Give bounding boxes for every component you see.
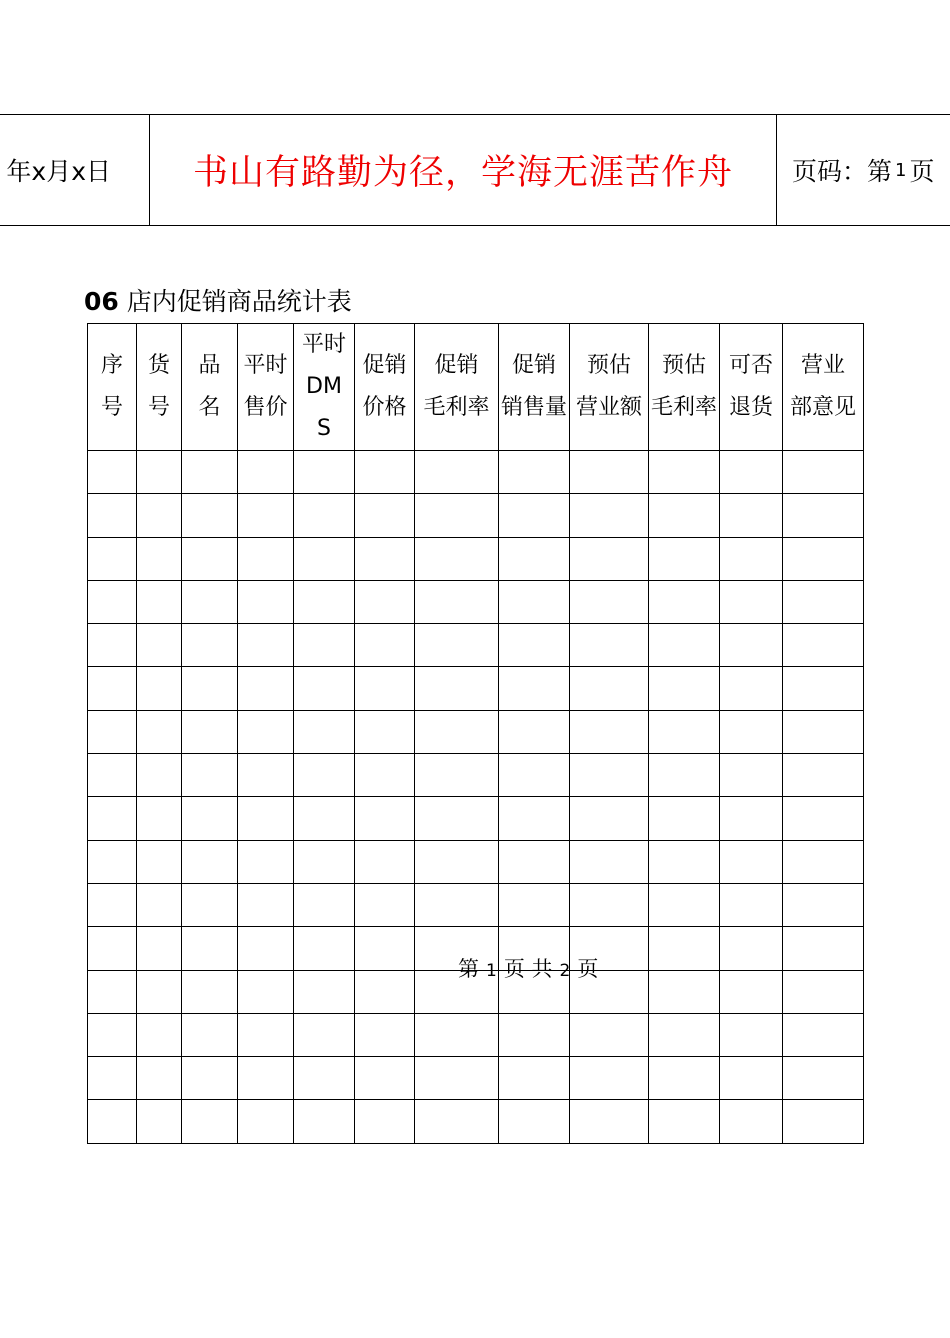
table-cell (294, 624, 355, 667)
table-cell (649, 1057, 720, 1100)
table-cell (238, 797, 294, 840)
table-cell (649, 451, 720, 494)
table-cell (355, 451, 415, 494)
promo-stats-table (87, 323, 864, 1144)
table-cell (499, 1057, 570, 1100)
table-cell (415, 840, 499, 883)
table-cell (355, 927, 415, 970)
table-cell (182, 927, 238, 970)
table-title-number: 06 (84, 287, 119, 316)
column-header (415, 324, 499, 451)
column-header-line: 预估 (586, 353, 631, 378)
column-header-line: 毛利率 (423, 395, 490, 420)
table-title-text: 店内促销商品统计表 (126, 287, 352, 316)
column-header-line: 号 (100, 395, 123, 420)
column-header-line: 序 (100, 353, 123, 378)
table-cell (294, 883, 355, 926)
table-row (88, 494, 864, 537)
table-cell (182, 494, 238, 537)
page-footer (458, 953, 598, 983)
table-cell (238, 1013, 294, 1056)
table-cell (182, 883, 238, 926)
table-row (88, 754, 864, 797)
table-cell (415, 754, 499, 797)
table-cell (649, 883, 720, 926)
table-cell (415, 451, 499, 494)
column-header-line: 名 (198, 395, 221, 420)
table-cell (88, 667, 137, 710)
table-cell (720, 667, 783, 710)
table-cell (182, 580, 238, 623)
table-row (88, 1013, 864, 1056)
table-cell (570, 797, 649, 840)
header-date-cell (0, 115, 150, 225)
column-header-line: 促销 (511, 353, 556, 378)
column-header-line: 部意见 (789, 395, 856, 420)
table-cell (415, 667, 499, 710)
table-cell (570, 840, 649, 883)
table-cell (570, 1100, 649, 1143)
table-cell (570, 494, 649, 537)
table-cell (783, 537, 864, 580)
column-header-line: 售价 (243, 395, 288, 420)
table-cell (294, 667, 355, 710)
table-cell (182, 840, 238, 883)
table-cell (783, 494, 864, 537)
table-cell (570, 451, 649, 494)
table-cell (137, 797, 182, 840)
table-cell (649, 754, 720, 797)
table-cell (137, 451, 182, 494)
table-cell (783, 667, 864, 710)
table-cell (570, 1057, 649, 1100)
table-cell (182, 710, 238, 753)
table-cell (783, 624, 864, 667)
table-cell (720, 754, 783, 797)
column-header (499, 324, 570, 451)
table-cell (355, 710, 415, 753)
table-cell (570, 754, 649, 797)
table-cell (137, 1100, 182, 1143)
table-cell (182, 624, 238, 667)
table-title (84, 282, 352, 318)
table-cell (783, 883, 864, 926)
column-header (88, 324, 137, 451)
table-cell (355, 1100, 415, 1143)
table-cell (499, 754, 570, 797)
table-cell (355, 1057, 415, 1100)
table-cell (415, 710, 499, 753)
table-cell (238, 451, 294, 494)
table-cell (499, 840, 570, 883)
table-cell (499, 537, 570, 580)
table-row (88, 883, 864, 926)
table-cell (649, 1013, 720, 1056)
table-cell (294, 1100, 355, 1143)
table-cell (783, 840, 864, 883)
header-motto-cell (150, 115, 776, 225)
table-cell (88, 624, 137, 667)
table-cell (294, 1013, 355, 1056)
column-header-line: 毛利率 (650, 395, 717, 420)
table-cell (182, 970, 238, 1013)
table-cell (88, 927, 137, 970)
column-header (649, 324, 720, 451)
table-cell (649, 840, 720, 883)
table-cell (88, 840, 137, 883)
header-page-number: 1 (895, 159, 907, 181)
table-cell (238, 667, 294, 710)
table-cell (570, 580, 649, 623)
table-row (88, 580, 864, 623)
table-cell (355, 580, 415, 623)
table-cell (415, 624, 499, 667)
column-header-line: 营业额 (575, 395, 642, 420)
table-cell (355, 840, 415, 883)
column-header-line: 预估 (661, 353, 706, 378)
table-cell (238, 840, 294, 883)
table-cell (294, 754, 355, 797)
table-cell (294, 840, 355, 883)
header-page-suffix: 页 (909, 157, 935, 186)
table-cell (137, 1057, 182, 1100)
table-cell (238, 537, 294, 580)
table-cell (415, 1100, 499, 1143)
column-header (783, 324, 864, 451)
column-header-line: 可否 (728, 353, 773, 378)
table-cell (137, 494, 182, 537)
table-cell (88, 754, 137, 797)
column-header-line: 平时 (301, 332, 346, 357)
column-header (238, 324, 294, 451)
table-cell (415, 797, 499, 840)
table-cell (182, 537, 238, 580)
table-cell (294, 927, 355, 970)
column-header (294, 324, 355, 451)
table-cell (499, 1013, 570, 1056)
table-cell (415, 1057, 499, 1100)
table-cell (783, 451, 864, 494)
table-cell (783, 1100, 864, 1143)
table-cell (649, 927, 720, 970)
table-cell (783, 710, 864, 753)
table-cell (720, 1057, 783, 1100)
column-header-line: 货 (147, 353, 170, 378)
table-cell (720, 537, 783, 580)
table-cell (88, 537, 137, 580)
table-cell (88, 883, 137, 926)
table-cell (720, 840, 783, 883)
table-row (88, 451, 864, 494)
table-row (88, 840, 864, 883)
table-row (88, 537, 864, 580)
table-cell (137, 710, 182, 753)
table-cell (415, 494, 499, 537)
header-motto: 书山有路勤为径，学海无涯苦作舟 (192, 153, 733, 193)
table-cell (355, 883, 415, 926)
table-cell (720, 494, 783, 537)
table-cell (238, 970, 294, 1013)
column-header-line: 销售量 (500, 395, 567, 420)
table-cell (415, 1013, 499, 1056)
table-cell (238, 1057, 294, 1100)
table-cell (570, 710, 649, 753)
table-cell (720, 883, 783, 926)
document-header (0, 114, 950, 226)
table-cell (238, 710, 294, 753)
table-row (88, 1057, 864, 1100)
table-cell (649, 970, 720, 1013)
table-body (88, 451, 864, 1144)
table-cell (88, 580, 137, 623)
table-cell (720, 1100, 783, 1143)
table-row (88, 624, 864, 667)
table-cell (499, 1100, 570, 1143)
table-cell (137, 754, 182, 797)
column-header-line: 平时 (243, 353, 288, 378)
table-cell (499, 667, 570, 710)
table-cell (355, 537, 415, 580)
table-cell (182, 754, 238, 797)
table-cell (182, 667, 238, 710)
table-cell (649, 537, 720, 580)
table-header-row (88, 324, 864, 451)
table-cell (238, 927, 294, 970)
table-cell (720, 1013, 783, 1056)
table-cell (137, 840, 182, 883)
header-page-label: 页码：第 (792, 157, 893, 186)
table-cell (783, 1013, 864, 1056)
table-cell (720, 624, 783, 667)
header-date: 年x月x日 (6, 157, 111, 186)
table-cell (355, 667, 415, 710)
footer-prefix: 第 (458, 957, 479, 981)
table-cell (238, 883, 294, 926)
table-cell (182, 1057, 238, 1100)
table-cell (238, 754, 294, 797)
footer-middle: 页 共 (503, 957, 553, 981)
column-header-line: 促销 (434, 353, 479, 378)
table-cell (294, 710, 355, 753)
table-row (88, 1100, 864, 1143)
table-cell (570, 537, 649, 580)
table-cell (238, 494, 294, 537)
column-header (355, 324, 415, 451)
column-header-line: 退货 (728, 395, 773, 420)
table-cell (355, 494, 415, 537)
table-cell (294, 537, 355, 580)
table-cell (182, 451, 238, 494)
table-cell (88, 451, 137, 494)
column-header (137, 324, 182, 451)
table-cell (182, 1013, 238, 1056)
table-cell (720, 710, 783, 753)
column-header (720, 324, 783, 451)
table-cell (294, 1057, 355, 1100)
table-cell (649, 667, 720, 710)
table-cell (649, 710, 720, 753)
table-cell (294, 970, 355, 1013)
table-cell (137, 667, 182, 710)
header-page-cell (776, 115, 950, 225)
table-cell (570, 667, 649, 710)
table-cell (649, 1100, 720, 1143)
column-header-line: DM (306, 374, 342, 399)
table-cell (294, 451, 355, 494)
column-header-line: 营业 (800, 353, 845, 378)
table-cell (294, 580, 355, 623)
table-cell (570, 624, 649, 667)
table-cell (783, 797, 864, 840)
table-cell (499, 797, 570, 840)
column-header-line: 号 (147, 395, 170, 420)
table-cell (649, 624, 720, 667)
table-cell (137, 580, 182, 623)
table-cell (137, 883, 182, 926)
footer-total-pages: 2 (559, 961, 571, 981)
column-header-line: 价格 (362, 395, 407, 420)
table-cell (137, 927, 182, 970)
table-cell (238, 1100, 294, 1143)
table-cell (720, 797, 783, 840)
table-cell (294, 494, 355, 537)
table-cell (499, 451, 570, 494)
table-row (88, 710, 864, 753)
column-header (570, 324, 649, 451)
table-cell (783, 754, 864, 797)
table-cell (88, 1100, 137, 1143)
table-cell (570, 883, 649, 926)
table-cell (649, 797, 720, 840)
table-cell (88, 1057, 137, 1100)
table-cell (783, 1057, 864, 1100)
table-cell (649, 494, 720, 537)
footer-current-page: 1 (486, 961, 497, 981)
table-cell (720, 451, 783, 494)
table-cell (88, 1013, 137, 1056)
table-cell (570, 1013, 649, 1056)
footer-suffix: 页 (577, 957, 599, 981)
table-cell (355, 797, 415, 840)
table-cell (294, 797, 355, 840)
table-cell (649, 580, 720, 623)
table-cell (499, 883, 570, 926)
table-cell (415, 537, 499, 580)
table-row (88, 797, 864, 840)
table-cell (783, 970, 864, 1013)
table-cell (720, 580, 783, 623)
table-cell (137, 970, 182, 1013)
table-cell (238, 624, 294, 667)
table-cell (88, 494, 137, 537)
table-cell (137, 1013, 182, 1056)
column-header-line: 促销 (362, 353, 407, 378)
table-cell (355, 624, 415, 667)
table-cell (783, 580, 864, 623)
table-cell (499, 580, 570, 623)
table-cell (137, 537, 182, 580)
table-cell (415, 883, 499, 926)
table-cell (415, 580, 499, 623)
table-cell (88, 970, 137, 1013)
table-cell (137, 624, 182, 667)
table-cell (499, 710, 570, 753)
table-cell (499, 494, 570, 537)
column-header-line: S (317, 416, 331, 441)
table-cell (88, 710, 137, 753)
table-cell (238, 580, 294, 623)
table-cell (88, 797, 137, 840)
table-cell (182, 797, 238, 840)
table-row (88, 667, 864, 710)
table-cell (182, 1100, 238, 1143)
table-cell (720, 970, 783, 1013)
column-header-line: 品 (198, 353, 221, 378)
table-cell (355, 1013, 415, 1056)
table-cell (499, 624, 570, 667)
table-cell (355, 970, 415, 1013)
table-cell (355, 754, 415, 797)
table-cell (720, 927, 783, 970)
table-cell (783, 927, 864, 970)
column-header (182, 324, 238, 451)
